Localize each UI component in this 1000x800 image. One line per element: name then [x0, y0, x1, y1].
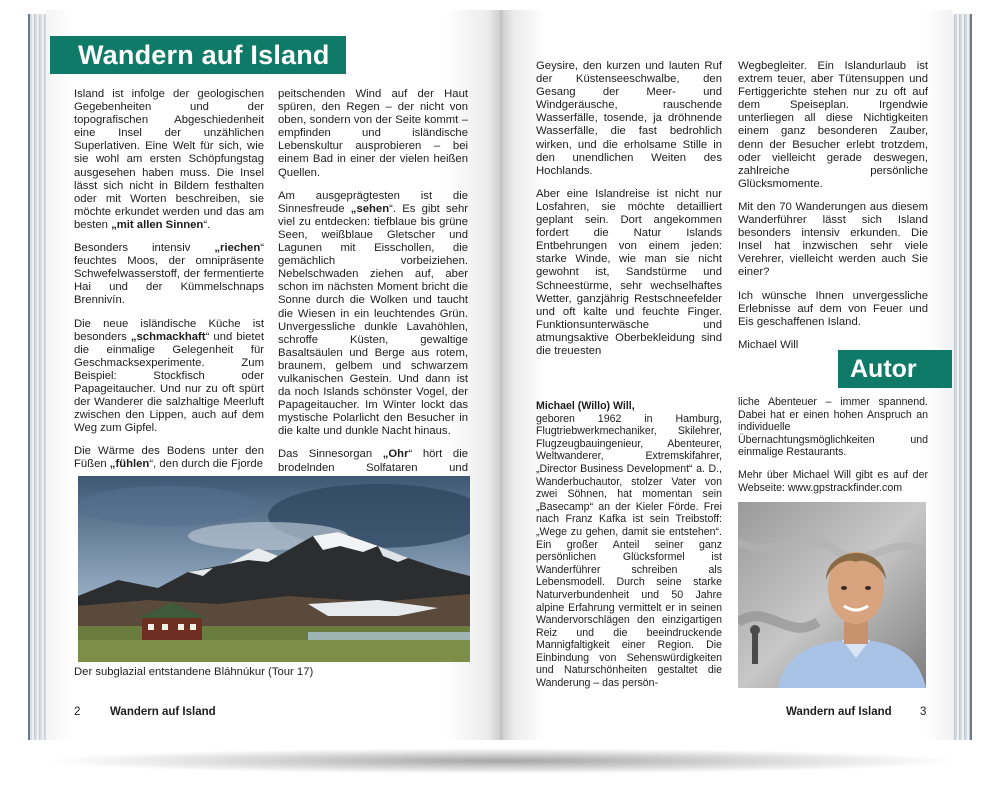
page-edges-right	[950, 14, 972, 740]
paragraph: liche Abenteuer – immer spannend. Dabei hat er einen hohen Anspruch an individuelle Übernachtungsmöglichkeiten und einmalige Restaurants.	[738, 396, 928, 459]
left-page	[46, 10, 500, 740]
mountain-photo	[78, 476, 470, 662]
left-column-1	[74, 88, 264, 482]
page-number-right: 3	[920, 706, 927, 718]
paragraph: Mehr über Michael Will gibt es auf der Webseite: www.gpstrackfinder.com	[738, 468, 928, 494]
author-bio-column-1	[536, 400, 722, 700]
page-title: Wandern auf Island	[50, 36, 346, 74]
left-column-2	[278, 88, 468, 498]
mountain-photo-image	[78, 476, 470, 662]
page-edges-left	[28, 14, 48, 740]
signature: Michael Will	[738, 338, 799, 351]
book-shadow	[42, 748, 962, 774]
right-page	[500, 10, 952, 740]
author-portrait-image	[738, 502, 926, 688]
paragraph: Am ausgeprägtesten ist die Sinnesfreude „sehen“. Es gibt sehr viel zu entdecken: tiefblaue bis grüne Seen, weißblaue Gletscher und Lagunen mit Eisschollen, die gemächlich vorbeiziehen. Nebelschwaden ziehen auf, aber schon im nächsten Moment bricht die Sonne durch die Wolken und taucht die Wiesen in ein leuchtendes Grün. Unvergessliche dunkle Lavahöhlen, schroffe Küsten, gewaltige Basaltsäulen und Berge aus rotem, braunem, gelbem und schwarzem vulkanischen Gestein. Und dann ist da noch Islands schönster Vogel, der Papageitaucher. Im Winter lockt das mystische Polarlicht den Besucher in die kalte und dunkle Nacht hinaus.	[278, 189, 468, 438]
paragraph: Geysire, den kurzen und lauten Ruf der Küstenseeschwalbe, den Gesang der Meer- und Windgeräusche, rauschende Wasserfälle, tosende, ja dröhnende Wasserfälle, die fast bedrohlich wirken, und die erholsame Stille in den unendlichen Weiten des Hochlands.	[536, 60, 722, 177]
paragraph: peitschenden Wind auf der Haut spüren, den Regen – der nicht von oben, sondern von der Seite kommt – empfinden und isländische Lebenskultur ausprobieren – bei einem Bad in einer der vielen heißen Quellen.	[278, 88, 468, 179]
footer-title-right: Wandern auf Island	[786, 706, 892, 718]
author-name: Michael (Willo) Will,	[536, 400, 635, 412]
paragraph: Besonders intensiv „riechen“ feuchtes Moos, der omnipräsente Schwefelwasserstoff, der fermentierte Hai und der Kümmelschnaps Brennivín.	[74, 242, 265, 307]
footer-title-left: Wandern auf Island	[110, 706, 216, 718]
paragraph: Die Wärme des Bodens unter den Füßen „fühlen“, den durch die Fjorde	[74, 445, 264, 471]
paragraph: Mit den 70 Wanderungen aus diesem Wanderführer lässt sich Island besonders intensiv erkunden. Die Insel hat inzwischen sehr viele Verehrer, vielleicht werden auch Sie einer?	[738, 200, 928, 279]
paragraph: Wegbegleiter. Ein Islandurlaub ist extrem teuer, aber Tütensuppen und Fertiggerichte stehen nur zu oft auf dem Speiseplan. Irgendwie unterliegen all diese Nichtigkeiten einem ganz besonderen Zauber, denn der Besucher erlebt trotzdem, oder vielleicht gerade deswegen, zahlreiche persönliche Glücksmomente.	[738, 60, 928, 190]
photo-caption: Der subglazial entstandene Bláhnúkur (Tour 17)	[74, 666, 314, 678]
page-number-left: 2	[74, 706, 81, 718]
paragraph: Das Sinnesorgan „Ohr“ hört die brodelnden Solfataren und	[278, 448, 468, 474]
paragraph: Aber eine Islandreise ist nicht nur Losfahren, sie möchte detailliert geplant sein. Dort angekommen fordert die Natur Islands Entbehrungen von einem jeden: starke Winde, wie man sie nicht gewohnt ist, Sandstürme und Schneestürme, sehr wechselhaftes Wetter, ganzjährig Restschneefelder und oft kalte und feuchte Finger. Funktionsunterwäsche und atmungsaktive Oberbekleidung sind die treuesten	[536, 187, 722, 357]
paragraph: Ich wünsche Ihnen unvergessliche Erlebnisse auf dem von Feuer und Eis geschaffenen Island.	[738, 289, 928, 328]
paragraph: Island ist infolge der geologischen Gegebenheiten und der topografischen Abgeschiedenheit eine Insel der unzählichen Superlativen. Eine Welt für sich, wie sie wohl am ersten Schöpfungstag ausgesehen haben muss. Die Insel lässt sich nicht in Bildern festhalten oder mit Worten beschreiben, sie möchte erkundet werden und das am besten „mit allen Sinnen“.	[74, 88, 264, 231]
right-column-1	[536, 60, 722, 368]
author-bio: Michael (Willo) Will, geboren 1962 in Hamburg, Flugtriebwerkmechaniker, Skilehrer, Flugzeugbauingenieur, Abenteurer, Weltwanderer, Extremskifahrer, „Director Business Development“ a. D., Wanderbuchautor, stolzer Vater von zwei Söhnen, hat momentan sein „Basecamp“ an der Kieler Förde. Frei nach Franz Kafka ist sein Treibstoff: „Wege zu gehen, damit sie entstehen“. Ein großer Anteil seiner ganz persönlichen Glücksformel ist Wanderführer schreiben als Lebensmodell. Durch seine starke Naturverbundenheit und 50 Jahre alpine Erfahrung vermittelt er in seinen Wandervorschlägen den einzigartigen Reiz und die beeindruckende Mannigfaltigkeit einer Region. Die Einbindung von Sehenswürdigkeiten und Naturschönheiten gestaltet die Wanderung – das persön-	[536, 400, 722, 690]
author-bio-column-2	[738, 396, 928, 504]
author-portrait	[738, 502, 926, 688]
right-column-2	[738, 60, 928, 362]
paragraph: Die neue isländische Küche ist besonders „schmackhaft“ und bietet die einmalige Gelegenheit für Geschmacksexperimente. Zum Beispiel: Stockfisch oder Papageitaucher. Und nur zu oft spürt der Wanderer die salzhaltige Meerluft zwischen den Lippen, auch auf dem Weg zum Gipfel.	[74, 317, 264, 435]
autor-heading: Autor	[838, 350, 952, 388]
